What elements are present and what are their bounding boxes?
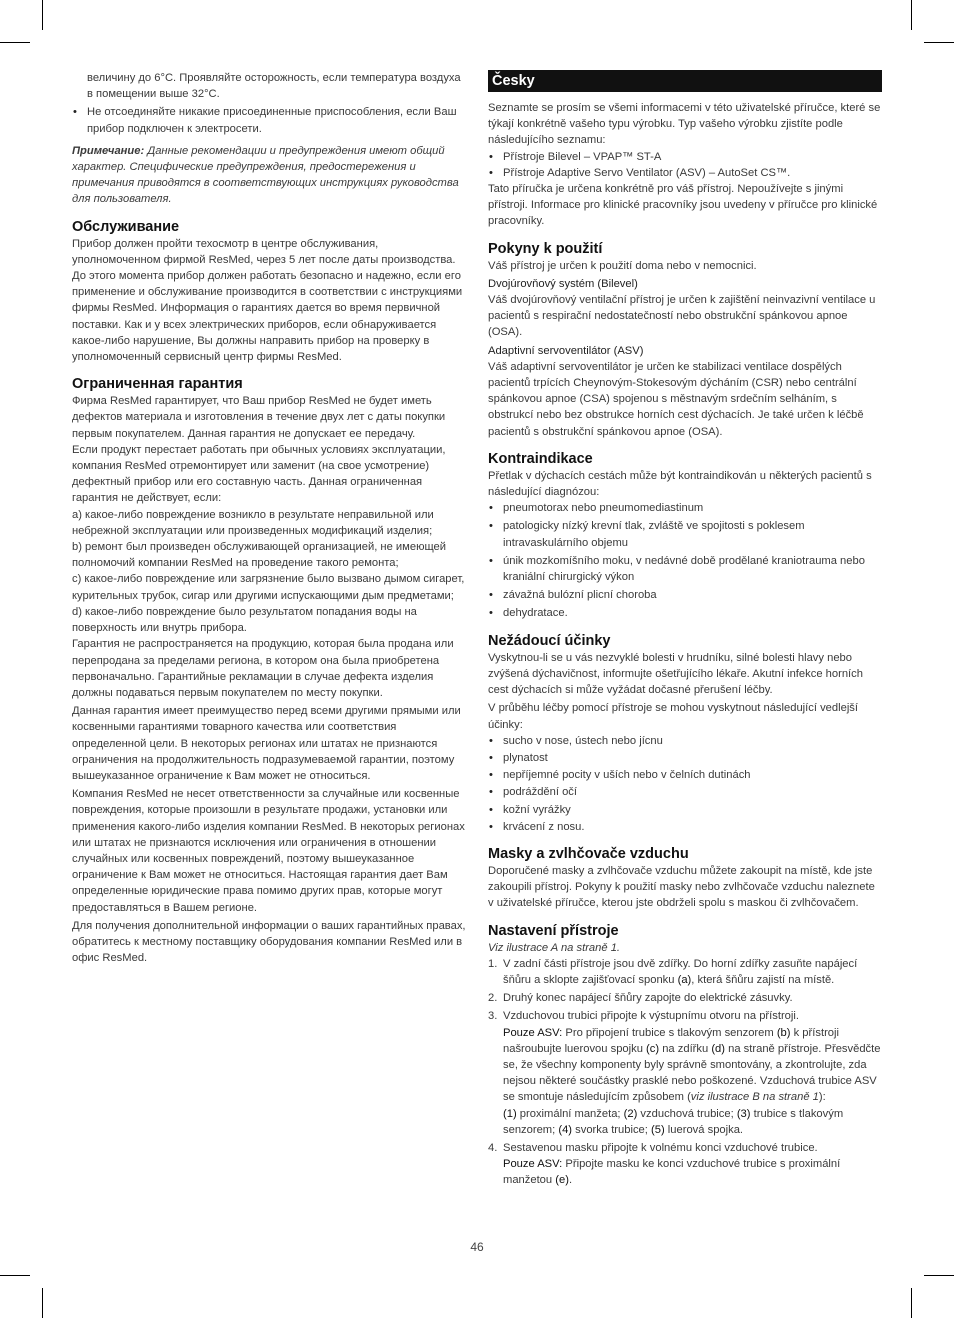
step-text: V zadní části přístroje jsou dvě zdířky. Do horní zdířky zasuňte napájecí šňůru a sklopte zajišťovací sponku — [503, 957, 858, 986]
asv-only-label: Pouze ASV: — [503, 1026, 563, 1039]
warranty-paragraph: Для получения дополнительной информации о ваших гарантийных правах, обратитесь к местному поставщику оборудования компании ResMed или в офис ResMed. — [72, 919, 466, 965]
step-text: . — [568, 1174, 573, 1187]
list-item: • nepříjemné pocity v uších nebo v čelních dutinách — [488, 767, 882, 783]
step-number: 4. — [488, 1141, 498, 1154]
step-number: 3. — [488, 1010, 498, 1023]
crop-mark — [0, 1275, 30, 1276]
list-item: • dehydratace. — [488, 605, 882, 621]
step-text: ): — [818, 1091, 826, 1104]
crop-mark — [911, 0, 912, 30]
callout-label: (a) — [677, 973, 692, 986]
callout-label: (5) — [651, 1123, 665, 1136]
step-text: na straně přístroje. Přesvědčte se, že všechny komponenty byly správně smontovány, a zkontrolujte, zda nejsou některé součástky prasklé nebo poškozené. Vzduchová trubice ASV se smontuje následujícím způsobem ( — [503, 1042, 881, 1104]
step-text: svorka trubice; — [572, 1123, 651, 1136]
warranty-paragraph: Если продукт перестает работать при обычных условиях эксплуатации, компания ResMed отремонтирует или заменит (на свое усмотрение) дефектный прибор или его составную часть. Данная ограниченная гарантия не действует, если: — [72, 443, 446, 505]
contraindications-text: Přetlak v dýchacích cestách může být kontraindikován u některých pacientů s následující diagnózou: — [488, 469, 872, 499]
contraindications-list — [488, 500, 882, 621]
callout-label: (b) — [776, 1026, 791, 1039]
asv-subheading: Adaptivní servoventilátor (ASV) — [488, 344, 644, 357]
list-item: • patologicky nízký krevní tlak, zvláště ve spojitosti s poklesem intravaskulárního objemu — [488, 518, 882, 550]
step-text: Sestavenou masku připojte k volnému konci vzduchové trubice. — [503, 1141, 818, 1154]
warranty-paragraph: d) какое-либо повреждение было результатом попадания воды на поверхность или внутрь прибора. — [72, 605, 417, 635]
list-item: • kožní vyrážky — [488, 802, 882, 818]
step-text: na zdířku — [659, 1042, 712, 1055]
setup-step — [488, 990, 882, 1006]
right-column — [488, 70, 882, 1189]
masks-heading: Masky a zvlhčovače vzduchu — [488, 845, 689, 862]
language-header: Česky — [488, 70, 882, 92]
step-text: trubice s tlakovým senzorem; — [503, 1107, 844, 1136]
service-heading: Обслуживание — [72, 218, 180, 235]
step-text: Připojte masku ke konci vzduchové trubice s proximální manžetou — [503, 1158, 841, 1187]
list-item: • podráždění očí — [488, 784, 882, 800]
warranty-paragraph: a) какое-либо повреждение возникло в результате неправильной или небрежной эксплуатации или произведенных модификаций изделия; — [72, 508, 434, 537]
step-text: proximální manžeta; — [516, 1107, 624, 1120]
callout-label: (1) — [503, 1107, 517, 1120]
step-text: luerová spojka. — [664, 1123, 744, 1136]
crop-mark — [42, 1288, 43, 1318]
step-text: Pro připojení trubice s tlakovým senzorem — [562, 1026, 777, 1039]
list-item: • krvácení z nosu. — [488, 819, 882, 835]
crop-mark — [42, 0, 43, 30]
setup-step — [488, 1140, 882, 1189]
adverse-effects-list — [488, 733, 882, 835]
masks-text: Doporučené masky a zvlhčovače vzduchu můžete zakoupit na místě, kde jste zakoupili přístroj. Pokyny k použití masky nebo zvlhčovače vzduchu naleznete v uživatelské příručce, kterou jste obdrželi spolu s maskou či zvlhčovačem. — [488, 864, 875, 910]
step-text: , která šňůru zajistí na místě. — [691, 973, 835, 986]
crop-mark — [924, 1275, 954, 1276]
callout-label: (3) — [736, 1107, 751, 1120]
callout-label: (2) — [623, 1107, 638, 1120]
adverse-effects-text: Vyskytnou-li se u vás nezvyklé bolesti v hrudníku, silné bolesti hlavy nebo zvýšená dýchavičnost, informujte ošetřujícího lékaře. Akutní infekce horních cest dýchacích si může vyžádat dočasné přerušení léčby. — [488, 651, 863, 697]
service-text: Прибор должен пройти техосмотр в центре обслуживания, уполномоченном фирмой ResMed, через 5 лет после даты производства. До этого момента прибор должен работать безопасно и надежно, если его применение и обслуживание производится в соответствии с инструкциями фирмы ResMed. Информация о гарантиях дается во время первичной поставки. Как и у всех электрических приборов, если обнаруживается какое-либо нарушение, Вы должны направить прибор на проверку в уполномоченный сервисный центр фирмы ResMed. — [72, 237, 463, 364]
warranty-paragraph: c) какое-либо повреждение или загрязнение было вызвано дымом сигарет, курительных трубок, сигар или другими испускающими дым предметами; — [72, 573, 465, 602]
callout-label: (4) — [558, 1123, 573, 1136]
list-item: • pneumotorax nebo pneumomediastinum — [488, 500, 882, 516]
step-text: vzduchová trubice; — [637, 1107, 737, 1120]
bilevel-text: Váš dvojúrovňový ventilační přístroj je určen k zajištění neinvazivní ventilace u pacientů s respirační nedostatečností nebo obstrukční spánkovou apnoe (OSA). — [488, 294, 876, 339]
crop-mark — [924, 42, 954, 43]
intro-text-2: Tato příručka je určena konkrétně pro váš přístroj. Nepoužívejte s jinými přístroji. Informace pro klinické pracovníky jsou uvedeny v příručce pro klinické pracovníky. — [488, 183, 878, 228]
crop-mark — [911, 1288, 912, 1318]
setup-heading: Nastavení přístroje — [488, 922, 619, 939]
setup-step — [488, 956, 882, 988]
bullet-list — [72, 104, 467, 136]
setup-steps — [488, 956, 882, 1189]
note — [72, 143, 467, 208]
callout-label: (d) — [711, 1042, 726, 1055]
list-item: • únik mozkomíšního moku, v nedávné době prodělané kraniotrauma nebo kraniální chirurgický výkon — [488, 553, 882, 585]
list-item: • závažná bulózní plicní choroba — [488, 587, 882, 603]
continued-text: величину до 6°С. Проявляйте осторожность, если температура воздуха в помещении выше 32°С. — [87, 72, 461, 101]
callout-label: (e) — [555, 1174, 569, 1187]
step-text: Vzduchovou trubici připojte k výstupnímu otvoru na přístroji. — [503, 1010, 799, 1023]
product-list — [488, 149, 882, 181]
page-number: 46 — [470, 1240, 484, 1254]
left-column — [72, 70, 467, 966]
callout-label: (c) — [646, 1042, 660, 1055]
asv-text: Váš adaptivní servoventilátor je určen ke stabilizaci ventilace dospělých pacientů trpících Cheynovým-Stokesovým dýcháním (CSR) nebo centrální spánkovou apnoe (CSA) spojenou s městnavým srdečním selháním, s obstrukcí nebo bez obstrukce horních cest dýchacích. Je také určen k léčbě pacientů s obstrukční spánkovou apnoe (OSA). — [488, 360, 864, 438]
crop-mark — [0, 42, 30, 43]
use-heading: Pokyny k použití — [488, 240, 603, 257]
contraindications-heading: Kontraindikace — [488, 450, 593, 467]
list-item: • sucho v nose, ústech nebo jícnu — [488, 733, 882, 749]
note-label: Примечание: — [72, 144, 145, 157]
setup-step — [488, 1008, 882, 1138]
setup-reference: Viz ilustrace A na straně 1. — [488, 941, 621, 954]
step-number: 1. — [488, 957, 498, 970]
list-item: • Přístroje Adaptive Servo Ventilator (ASV) – AutoSet CS™. — [488, 165, 882, 181]
illustration-reference: viz ilustrace B na straně 1 — [690, 1091, 819, 1104]
list-item: • Не отсоединяйте никакие присоединенные приспособления, если Ваш прибор подключен к электросети. — [72, 104, 467, 136]
warranty-paragraph: Данная гарантия имеет преимущество перед всеми другими прямыми или косвенными гарантиями товарного качества или соответствия определенной цели. В некоторых регионах или штатах не признаются ограничения на продолжительность подразумеваемой гарантии, поэтому вышеуказанное ограничение к Вам может не относиться. — [72, 705, 461, 782]
intro-text: Seznamte se prosím se všemi informacemi v této uživatelské příručce, které se týkají konkrétně vašeho typu výrobku. Typ vašeho výrobku zjistíte podle následujícího seznamu: — [488, 102, 881, 147]
note-text: Данные рекомендации и предупреждения имеют общий характер. Специфические предупреждения, предостережения и примечания приводятся в соответствующих инструкциях руководства для пользователя. — [72, 144, 459, 206]
step-number: 2. — [488, 992, 498, 1005]
warranty-paragraph: Гарантия не распространяется на продукцию, которая была продана или перепродана за пределами региона, в котором она была приобретена первоначально. Гарантийные рекламации в случае дефекта изделия должны подаваться первым покупателем по месту покупки. — [72, 638, 454, 699]
warranty-paragraph: Компания ResMed не несет ответственности за случайные или косвенные повреждения, которые произошли в результате продажи, установки или применения какого-либо изделия компании ResMed. В некоторых регионах или штатах не признаются исключения или ограничения в отношении случайных или косвенных повреждений, поэтому вышеуказанное ограничение к Вам может не относиться. Настоящая гарантия дает Вам определенные юридические права помимо других прав, которые могут предоставляться в Вашем регионе. — [72, 788, 465, 914]
adverse-effects-text-2: V průběhu léčby pomocí přístroje se mohou vyskytnout následující vedlejší účinky: — [488, 702, 859, 731]
warranty-paragraph: b) ремонт был произведен обслуживающей организацией, не имеющей полномочий компании ResMed на проведение такого ремонта; — [72, 541, 447, 570]
use-text: Váš přístroj je určen k použití doma nebo v nemocnici. — [488, 259, 757, 272]
bilevel-subheading: Dvojúrovňový systém (Bilevel) — [488, 277, 638, 290]
asv-only-label: Pouze ASV: — [503, 1158, 563, 1171]
step-text: k přístroji našroubujte luerovou spojku — [503, 1026, 839, 1055]
warranty-heading: Ограниченная гарантия — [72, 376, 243, 393]
list-item: • Přístroje Bilevel – VPAP™ ST-A — [488, 149, 882, 165]
step-text: Druhý konec napájecí šňůry zapojte do elektrické zásuvky. — [503, 992, 793, 1005]
list-item: • plynatost — [488, 750, 882, 766]
adverse-effects-heading: Nežádoucí účinky — [488, 632, 611, 649]
warranty-paragraph: Фирма ResMed гарантирует, что Ваш прибор ResMed не будет иметь дефектов материала и изготовления в течение двух лет с даты покупки первым покупателем. Данная гарантия не допускает ее передачу. — [72, 395, 446, 440]
